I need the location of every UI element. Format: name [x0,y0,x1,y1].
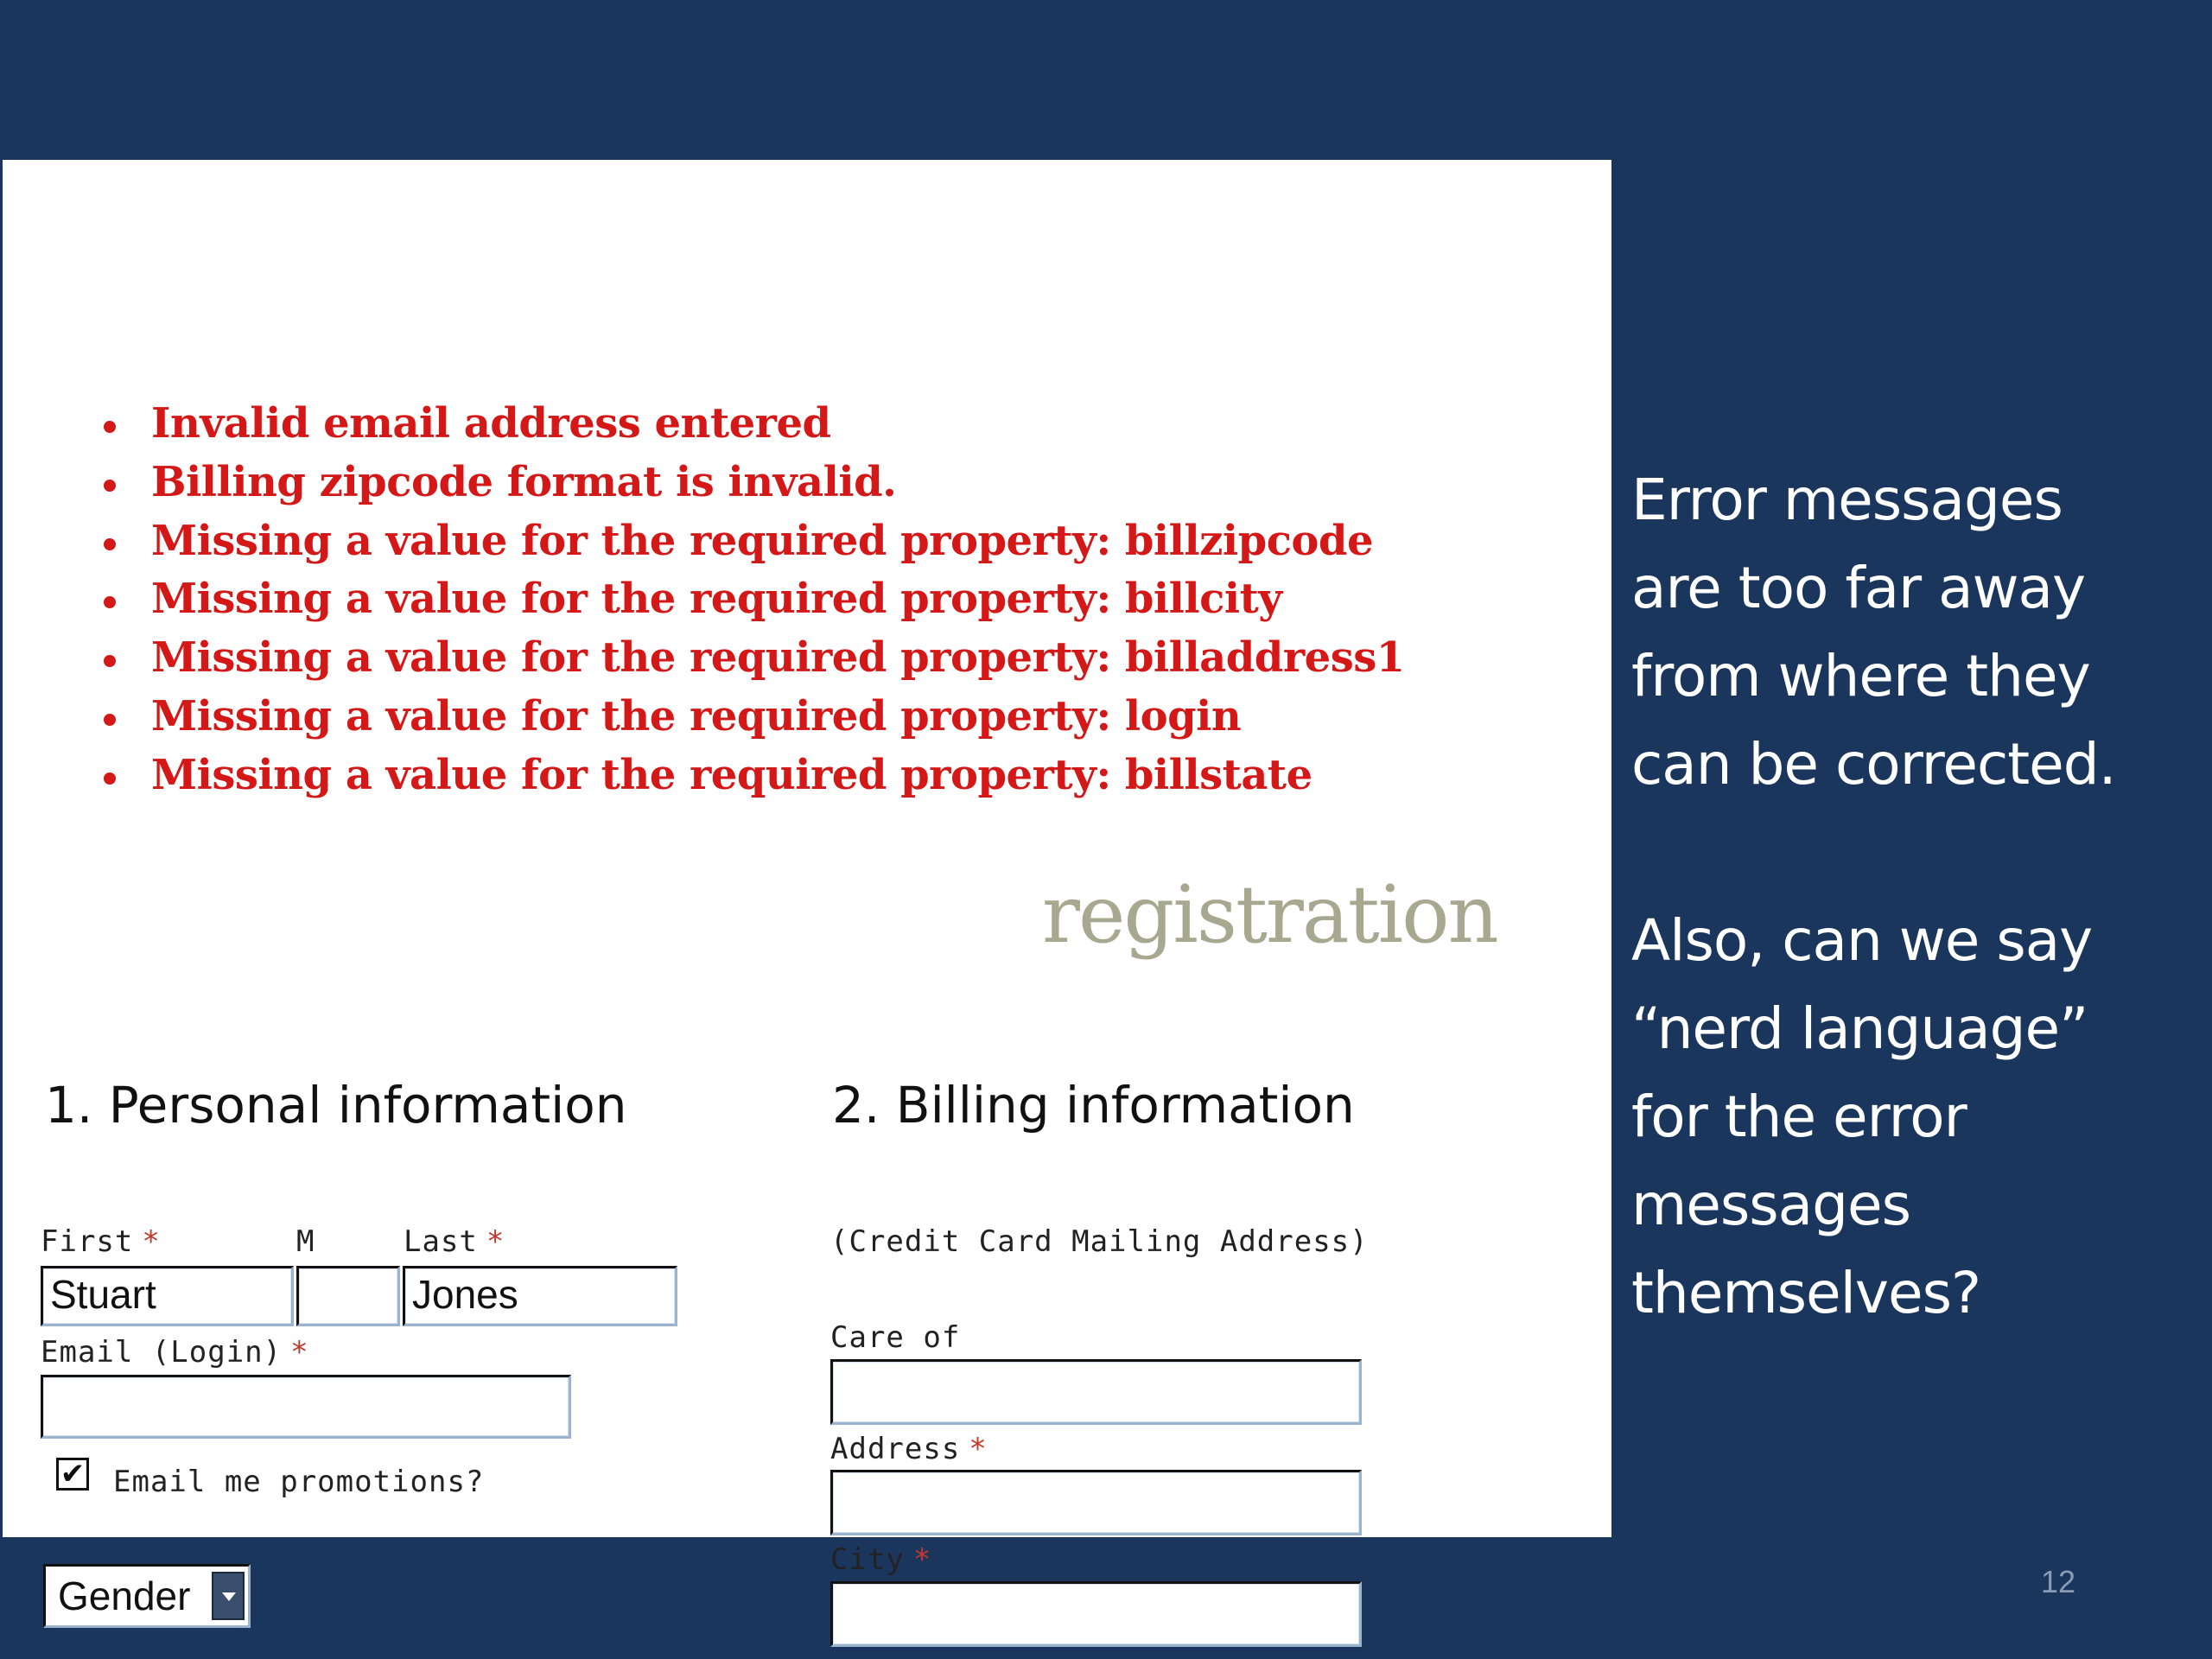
error-item: Missing a value for the required property: billzipcode [99,512,1405,571]
first-name-field[interactable]: Stuart [41,1266,294,1326]
screenshot-panel [3,160,1611,1618]
commentary-line: are too far away [1631,555,2086,621]
email-promotions-checkbox[interactable]: ✔ [56,1458,89,1491]
error-item: Invalid email address entered [99,395,1405,454]
commentary-line: themselves? [1631,1260,1981,1326]
care-of-field[interactable] [830,1359,1362,1425]
gender-select[interactable] [43,1564,251,1628]
commentary-line: Also, can we say [1631,907,2093,974]
last-name-field[interactable]: Jones [403,1266,677,1326]
gender-select-value: Gender [58,1573,191,1618]
care-of-label: Care of [830,1320,961,1355]
personal-section-title: 1. Personal information [45,1076,627,1135]
error-item: Missing a value for the required property: billaddress1 [99,629,1405,688]
billing-subtitle: (Credit Card Mailing Address) [830,1224,1369,1259]
commentary-line: for the error [1631,1084,1967,1150]
commentary-line: can be corrected. [1631,731,2116,798]
city-field[interactable] [830,1581,1362,1647]
error-item: Billing zipcode format is invalid. [99,454,1405,512]
registration-logo: registration [1042,868,1497,961]
required-asterisk: * [969,1432,988,1466]
required-asterisk: * [142,1224,161,1259]
email-promotions-label: Email me promotions? [113,1465,485,1499]
chevron-down-icon[interactable] [212,1572,245,1620]
commentary-line: Error messages [1631,467,2063,533]
address-field[interactable] [830,1470,1362,1535]
commentary-line: messages [1631,1172,1910,1238]
billing-section-title: 2. Billing information [832,1076,1355,1135]
error-item: Missing a value for the required property: billstate [99,747,1405,805]
required-asterisk: * [486,1224,505,1259]
required-asterisk: * [290,1335,309,1370]
first-name-label: First * [41,1224,161,1259]
email-field[interactable] [41,1375,571,1439]
address-label: Address * [830,1432,988,1466]
commentary-line: from where they [1631,643,2090,709]
error-list [99,395,1405,805]
email-label: Email (Login) * [41,1335,309,1370]
error-item: Missing a value for the required property: login [99,688,1405,747]
city-label: City * [830,1542,932,1577]
middle-initial-field[interactable] [296,1266,400,1326]
commentary-line: “nerd language” [1631,995,2088,1062]
error-item: Missing a value for the required property: billcity [99,570,1405,629]
page-number: 12 [2041,1564,2076,1599]
required-asterisk: * [912,1542,932,1577]
middle-initial-label: M [296,1224,315,1259]
last-name-label: Last * [404,1224,505,1259]
